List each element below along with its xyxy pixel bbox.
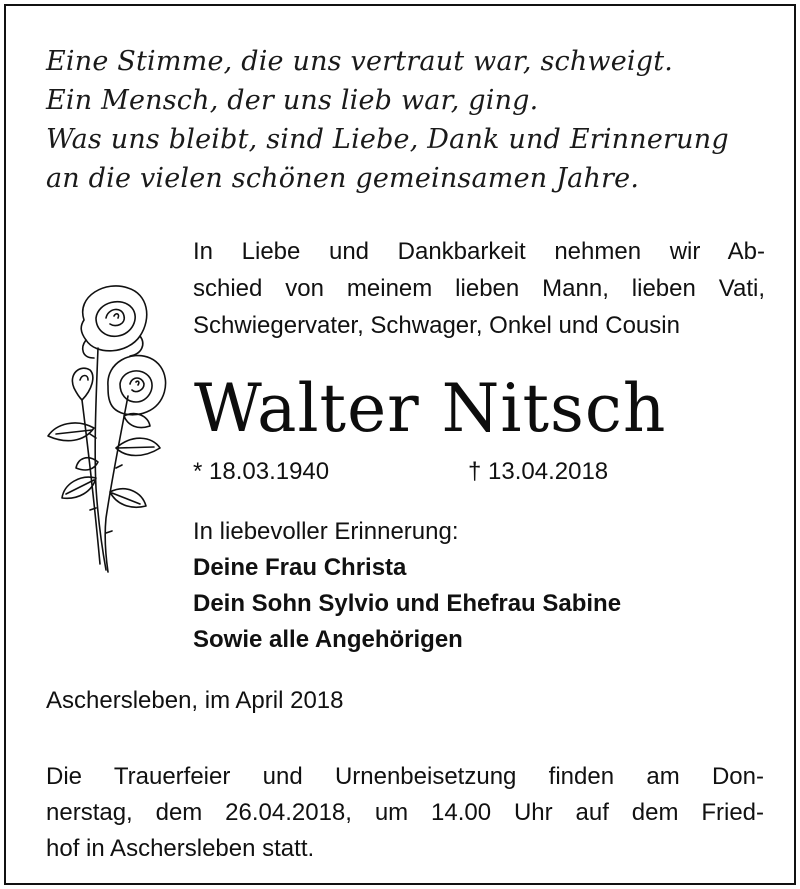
poem-line: an die vielen schönen gemeinsamen Jahre. [46, 163, 640, 194]
mourners-block [193, 514, 621, 658]
ceremony-line: Die Trauerfeier und Urnenbeisetzung finden am Don- [46, 763, 764, 790]
mourner-name: Dein Sohn Sylvio und Ehefrau Sabine [193, 590, 622, 617]
birth-date: * 18.03.1940 [193, 458, 330, 485]
death-date: † 13.04.2018 [468, 458, 609, 485]
poem [46, 42, 746, 198]
obituary-card [4, 4, 796, 885]
intro-line: In Liebe und Dankbarkeit nehmen wir Ab- [193, 238, 765, 265]
intro-line: schied von meinem lieben Mann, lieben Vati, [193, 275, 765, 302]
poem-line: Eine Stimme, die uns vertraut war, schweigt. [46, 46, 674, 77]
deceased-name: Walter Nitsch [194, 370, 667, 447]
mourner-name: Deine Frau Christa [193, 554, 407, 581]
rose-illustration [36, 278, 176, 578]
mourner-name: Sowie alle Angehörigen [193, 626, 463, 653]
ceremony-line: hof in Aschersleben statt. [46, 835, 315, 862]
ceremony-notice [46, 759, 764, 867]
memory-heading: In liebevoller Erinnerung: [193, 518, 459, 545]
ceremony-line: nerstag, dem 26.04.2018, um 14.00 Uhr auf dem Fried- [46, 799, 764, 826]
poem-line: Ein Mensch, der uns lieb war, ging. [46, 85, 539, 116]
place-date: Aschersleben, im April 2018 [46, 687, 344, 714]
intro-text [193, 233, 765, 344]
poem-line: Was uns bleibt, sind Liebe, Dank und Erinnerung [46, 124, 729, 155]
intro-line: Schwiegervater, Schwager, Onkel und Cousin [193, 312, 680, 339]
